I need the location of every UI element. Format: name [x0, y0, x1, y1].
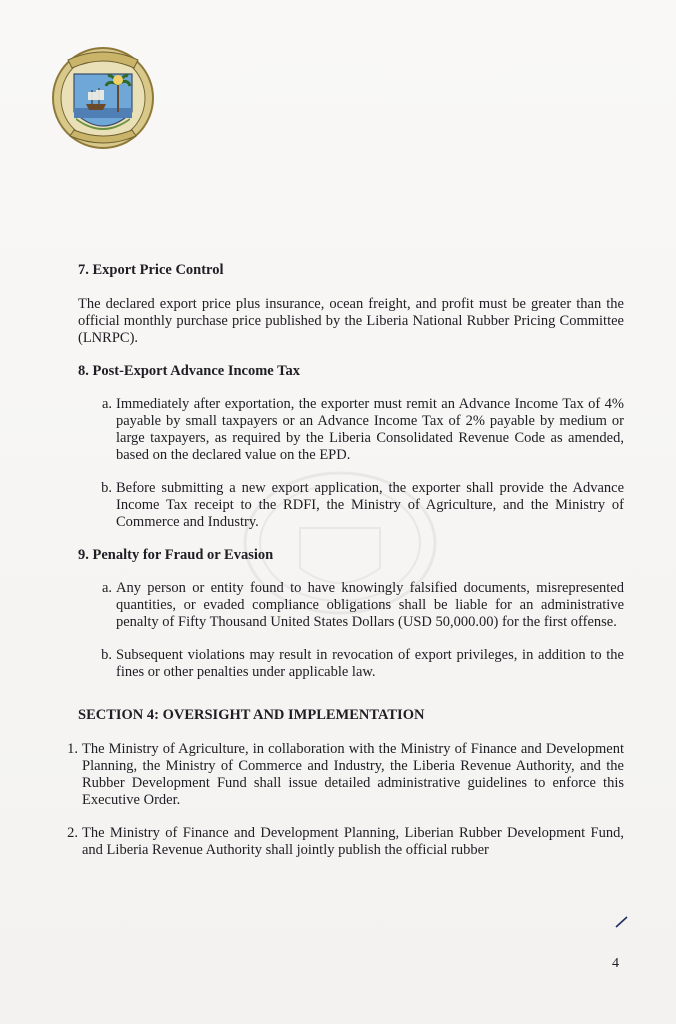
list-marker: b.: [101, 647, 112, 663]
list-marker: b.: [101, 480, 112, 496]
list-item-text: The Ministry of Finance and Development Planning, Liberian Rubber Development Fund, and Liberia Revenue Authority shall jointly publish the official rubber: [82, 825, 624, 858]
section-7-paragraph: The declared export price plus insurance, ocean freight, and profit must be greater than the official monthly purchase price published by the Liberia National Rubber Pricing Committee (LNRPC).: [78, 296, 624, 346]
list-item-text: Any person or entity found to have knowingly falsified documents, misrepresented quantities, or evaded compliance obligations shall be liable for an administrative penalty of Fifty Thousand United States Dollars (USD 50,000.00) for the first offense.: [116, 580, 624, 630]
pen-tick-mark: [615, 915, 629, 929]
list-item-text: Before submitting a new export application, the exporter shall provide the Advance Income Tax receipt to the RDFI, the Ministry of Agriculture, and the Ministry of Commerce and Industry.: [116, 480, 624, 530]
coat-of-arms-seal: [48, 40, 158, 152]
list-item: [78, 580, 624, 631]
list-item-text: Subsequent violations may result in revocation of export privileges, in addition to the fines or other penalties under applicable law.: [116, 647, 624, 680]
list-marker: 2.: [67, 825, 78, 841]
list-item: [78, 647, 624, 681]
section-8-heading: 8. Post-Export Advance Income Tax: [78, 363, 300, 379]
section-9-heading: 9. Penalty for Fraud or Evasion: [78, 547, 274, 563]
list-item: [78, 480, 624, 531]
document-body: [67, 262, 624, 859]
list-marker: 1.: [67, 741, 78, 757]
list-marker: a.: [101, 396, 112, 412]
list-item-text: The Ministry of Agriculture, in collaboration with the Ministry of Finance and Development Planning, the Ministry of Commerce and Industry, the Liberia Revenue Authority, and the Rubber Development Fund shall issue detailed administrative guidelines to enforce this Executive Order.: [82, 741, 624, 808]
list-item: [67, 825, 624, 859]
list-item: [67, 741, 624, 809]
list-item: [78, 396, 624, 464]
list-marker: a.: [101, 580, 112, 596]
page-number: 4: [612, 956, 619, 971]
section-7-heading: 7. Export Price Control: [78, 262, 224, 278]
list-item-text: Immediately after exportation, the exporter must remit an Advance Income Tax of 4% payable by small taxpayers or an Advance Income Tax of 2% payable by medium or large taxpayers, as required by the Liberia Consolidated Revenue Code as amended, based on the declared value on the EPD.: [116, 396, 624, 463]
section-4-heading: SECTION 4: OVERSIGHT AND IMPLEMENTATION: [78, 707, 425, 723]
